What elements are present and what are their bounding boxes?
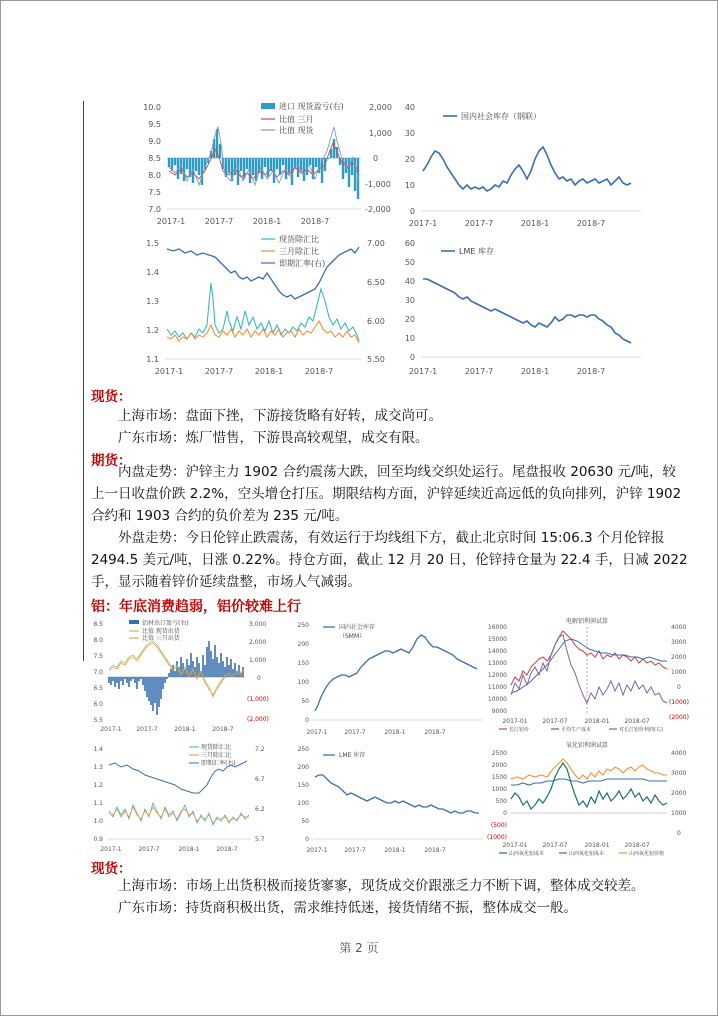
al-export-ratio-chart <box>89 617 275 735</box>
y-tick: 0 <box>305 717 309 724</box>
y-tick: 40 <box>404 103 415 112</box>
zinc-spot-paragraph <box>91 405 691 449</box>
x-tick: 2018-01 <box>584 842 610 849</box>
x-tick: 2017-1 <box>306 847 328 854</box>
y-right-tick: 6.50 <box>367 278 385 287</box>
y-left-tick: 0 <box>503 810 507 817</box>
y-right-tick: 5.7 <box>255 836 265 843</box>
profit-bars <box>169 129 358 199</box>
avg-cost-line <box>511 639 667 693</box>
legend-item: LME 库存 <box>339 752 366 759</box>
foreign-line: 外盘走势：今日伦锌止跌震荡，有效运行于均线组下方，截止北京时间 15:06.3 个月伦锌报 <box>118 530 665 546</box>
y-left-tick: 1.4 <box>146 268 159 277</box>
domestic-inventory-line <box>315 635 477 711</box>
y-tick: 50 <box>404 258 415 267</box>
x-tick: 2017-7 <box>138 846 160 853</box>
x-tick: 2017-1 <box>156 217 186 226</box>
y-left-tick: 1000 <box>491 786 507 793</box>
legend-item: 进口 现货盈亏(右) <box>279 102 344 111</box>
inventory-line <box>423 147 631 191</box>
al-alumina-profit-chart <box>487 739 697 857</box>
legend-item: 国内社会库存 <box>339 624 376 631</box>
y-tick: 30 <box>404 129 415 138</box>
alumina-cost-line <box>511 779 667 785</box>
x-tick: 2017-07 <box>542 718 568 725</box>
y-left-tick: 0.9 <box>93 836 103 843</box>
x-tick: 2018-01 <box>584 718 610 725</box>
y-left-tick: 9.5 <box>148 120 161 129</box>
x-tick: 2018-07 <box>624 718 650 725</box>
y-left-tick: 8.5 <box>148 154 161 163</box>
x-tick: 2018-1 <box>520 367 550 376</box>
x-tick: 2018-7 <box>424 847 446 854</box>
y-right-tick: 2,000 <box>369 103 392 112</box>
y-tick: 60 <box>404 239 415 248</box>
y-tick: 0 <box>409 207 415 216</box>
y-left-tick: 13000 <box>487 660 507 667</box>
y-tick: 20 <box>404 315 415 324</box>
y-right-tick: 3,000 <box>249 621 267 628</box>
y-right-tick: 2000 <box>671 654 687 661</box>
y-right-tick: 0 <box>257 675 261 682</box>
x-tick: 2017-7 <box>344 729 366 736</box>
y-tick: 150 <box>297 660 309 667</box>
guangdong-market-text: 广东市场：持货商积极出货，需求维持低迷，接货情绪不振，整体成交一般。 <box>118 900 577 916</box>
x-tick: 2017-7 <box>464 367 494 376</box>
y-left-tick: 500 <box>495 798 507 805</box>
y-right-tick: -2,000 <box>365 205 391 214</box>
aluminum-section-heading: 铝：年底消费趋弱，铝价较难上行 <box>91 599 301 615</box>
y-right-tick: 1,000 <box>249 657 267 664</box>
x-tick: 2018-7 <box>216 846 238 853</box>
y-left-tick: 7.5 <box>148 188 161 197</box>
x-tick: 2018-7 <box>576 219 606 228</box>
x-tick: 2017-7 <box>464 219 494 228</box>
y-tick: 0 <box>409 353 415 362</box>
y-left-tick: 1.4 <box>93 746 103 753</box>
alumina-price-line <box>511 759 667 779</box>
y-right-tick: 1,000 <box>369 129 392 138</box>
legend-item: 山西氧化铝成本 <box>569 851 605 857</box>
y-right-tick: (1000) <box>669 699 689 706</box>
x-tick: 2018-7 <box>212 726 234 733</box>
zinc-futures-heading: 期货： <box>91 453 132 469</box>
guangdong-market-text: 广东市场：炼厂惜售，下游畏高较观望，成交有限。 <box>118 430 429 446</box>
y-right-tick: 0 <box>677 684 681 691</box>
zinc-ratio-chart <box>139 99 401 229</box>
x-tick: 2018-1 <box>384 729 406 736</box>
y-tick: 250 <box>297 746 309 753</box>
x-tick: 2018-7 <box>424 729 446 736</box>
domestic-line: 合约和 1903 合约的负价差为 235 元/吨。 <box>91 508 349 524</box>
y-tick: 30 <box>404 296 415 305</box>
y-left-tick: 7.0 <box>93 669 103 676</box>
y-left-tick: 1500 <box>491 774 507 781</box>
legend-item: 山西氧化铝价格 <box>629 851 665 857</box>
legend-item: 现货除汇比 <box>279 235 319 244</box>
y-tick: 150 <box>297 782 309 789</box>
domestic-line: 上一日收盘价跌 2.2%，空头增仓打压。期限结构方面，沪锌延续近高远低的负向排列，沪锌 1902 <box>91 486 682 502</box>
legend-item: 国内社会库存（钢联） <box>461 112 541 121</box>
y-left-tick: 1.0 <box>93 818 103 825</box>
al-spot-heading: 现货： <box>91 861 132 877</box>
y-tick: 50 <box>301 818 309 825</box>
lme-inventory-line <box>315 775 479 813</box>
x-tick: 2017-1 <box>154 367 184 376</box>
domestic-line: 内盘走势：沪锌主力 1902 合约震荡大跌，回至均线交织处运行。尾盘报收 20630 元/吨，较 <box>118 464 677 480</box>
y-left-tick: 11000 <box>487 684 507 691</box>
legend-item: 三月除汇比 <box>279 247 319 256</box>
foreign-line: 2494.5 美元/吨，日涨 0.22%。持仓方面，截止 12 月 20 日，伦锌持仓量为 22.4 手，日减 2022 <box>91 552 688 568</box>
legend-item: 三月除汇比 <box>201 752 232 759</box>
y-left-tick: 15000 <box>487 636 507 643</box>
y-right-tick: 4000 <box>671 624 687 631</box>
y-left-tick: 12000 <box>487 672 507 679</box>
x-tick: 2017-1 <box>408 367 438 376</box>
y-left-tick: 7.5 <box>93 653 103 660</box>
y-left-tick: (1000) <box>487 834 507 841</box>
y-right-tick: 6.00 <box>367 317 385 326</box>
shanghai-market-text: 上海市场：市场上出货积极而接货寥寥，现货成交价跟涨乏力不断下调，整体成交较差。 <box>118 878 645 894</box>
x-tick: 2018-7 <box>576 367 606 376</box>
y-right-tick: 7.2 <box>255 746 265 753</box>
y-left-tick: 1.1 <box>93 800 103 807</box>
legend-item: 即期汇率(右) <box>279 259 326 268</box>
y-right-tick: 0 <box>373 154 379 163</box>
legend-item: 即期汇率(右) <box>201 760 236 767</box>
x-tick: 2017-01 <box>502 718 528 725</box>
x-tick: 2018-1 <box>174 726 196 733</box>
x-tick: 2017-7 <box>204 217 234 226</box>
y-left-tick: 6.0 <box>93 701 103 708</box>
y-right-tick: 3000 <box>671 639 687 646</box>
y-left-tick: 2500 <box>491 750 507 757</box>
y-tick: 0 <box>305 836 309 843</box>
y-right-tick: 0 <box>677 830 681 837</box>
margin-line <box>83 101 84 661</box>
y-right-tick: (2000) <box>669 714 689 721</box>
zinc-fx-ratio-chart <box>139 233 401 379</box>
legend-item: 比值 现货出货 <box>142 628 180 635</box>
y-right-tick: 5.50 <box>367 355 385 364</box>
y-left-tick: 8.0 <box>93 637 103 644</box>
x-tick: 2017-7 <box>204 367 234 376</box>
x-tick: 2017-1 <box>100 846 122 853</box>
y-right-tick: 2000 <box>671 790 687 797</box>
y-right-tick: 3000 <box>671 770 687 777</box>
legend-item: 比值 三月出货 <box>142 635 180 642</box>
al-domestic-inventory-chart <box>293 617 489 739</box>
y-left-tick: (500) <box>490 822 507 829</box>
y-left-tick: 6.5 <box>93 685 103 692</box>
x-tick: 2018-1 <box>178 846 200 853</box>
y-right-tick: 1000 <box>671 669 687 676</box>
legend-item: 山西氧化铝成本 <box>509 851 545 857</box>
x-tick: 2018-7 <box>304 367 334 376</box>
y-left-tick: 16000 <box>487 624 507 631</box>
x-tick: 2017-7 <box>136 726 158 733</box>
legend-item: 平均生产成本 <box>561 727 592 733</box>
x-tick: 2018-07 <box>624 842 650 849</box>
legend-item: LME 库存 <box>459 247 494 256</box>
y-tick: 100 <box>297 800 309 807</box>
y-tick: 40 <box>404 277 415 286</box>
zinc-lme-inventory-chart <box>401 235 651 379</box>
y-left-tick: 1.2 <box>93 782 103 789</box>
legend-item: （SMM） <box>339 633 366 640</box>
y-left-tick: 1.3 <box>93 764 103 771</box>
y-left-tick: 8.5 <box>93 621 103 628</box>
x-tick: 2018-1 <box>520 219 550 228</box>
y-left-tick: 10000 <box>487 696 507 703</box>
x-tick: 2017-1 <box>306 729 328 736</box>
profit-line <box>511 635 667 703</box>
shanghai-market-text: 上海市场：盘面下挫，下游接货略有好转，成交尚可。 <box>118 408 442 424</box>
y-left-tick: 1.5 <box>146 239 159 248</box>
x-tick: 2017-1 <box>100 726 122 733</box>
al-smelter-profit-chart <box>487 615 697 733</box>
y-left-tick: 8.0 <box>148 171 161 180</box>
zinc-domestic-inventory-chart <box>401 99 651 231</box>
y-left-tick: 5.5 <box>93 717 103 724</box>
y-left-tick: 9000 <box>491 708 507 715</box>
y-right-tick: 2,000 <box>249 639 267 646</box>
y-right-tick: (1,000) <box>247 696 269 703</box>
legend-item: 比值 三月 <box>279 115 314 124</box>
zinc-spot-heading: 现货： <box>91 389 132 405</box>
x-tick: 2017-01 <box>502 842 528 849</box>
y-left-tick: 1.2 <box>146 326 159 335</box>
legend-item: 铝材出口盈亏(右) <box>142 620 189 627</box>
y-right-tick: 1000 <box>671 810 687 817</box>
y-right-tick: (2,000) <box>247 716 269 723</box>
chart-title: 电解铝利润试算 <box>565 618 609 625</box>
y-tick: 200 <box>297 764 309 771</box>
y-left-tick: 1.1 <box>146 355 159 364</box>
spot-fx-ratio-line <box>167 283 359 341</box>
fx-rate-line <box>167 247 359 299</box>
x-tick: 2018-7 <box>300 217 330 226</box>
al-spot-paragraph <box>91 875 691 919</box>
y-tick: 100 <box>297 679 309 686</box>
y-right-tick: 7.00 <box>367 239 385 248</box>
chart-title: 氧化铝利润试算 <box>565 742 609 749</box>
page-number: 第 2 页 <box>339 941 379 955</box>
legend-item: 长江铝价 <box>509 727 530 733</box>
legend-item: 对长江铝价利润(右) <box>619 727 663 733</box>
y-tick: 250 <box>297 622 309 629</box>
x-tick: 2018-1 <box>254 367 284 376</box>
al-lme-inventory-chart <box>293 741 489 857</box>
y-tick: 50 <box>301 698 309 705</box>
y-right-tick: 4000 <box>671 750 687 757</box>
y-left-tick: 7.0 <box>148 205 161 214</box>
y-tick: 200 <box>297 641 309 648</box>
y-left-tick: 9.0 <box>148 137 161 146</box>
y-right-tick: 6.7 <box>255 776 265 783</box>
zinc-futures-paragraph <box>91 461 691 593</box>
alumina-profit-line <box>511 763 667 809</box>
lme-inventory-line <box>423 279 631 343</box>
y-left-tick: 14000 <box>487 648 507 655</box>
y-left-tick: 2000 <box>491 762 507 769</box>
x-tick: 2017-7 <box>344 847 366 854</box>
x-tick: 2017-07 <box>542 842 568 849</box>
y-right-tick: 6.2 <box>255 806 265 813</box>
legend-item: 现货除汇比 <box>201 744 232 751</box>
y-right-tick: -1,000 <box>365 180 391 189</box>
legend-item: 比值 现货 <box>279 126 314 135</box>
x-tick: 2018-1 <box>252 217 282 226</box>
y-left-tick: 10.0 <box>143 103 161 112</box>
x-tick: 2018-1 <box>384 847 406 854</box>
y-tick: 10 <box>404 181 415 190</box>
3m-fx-ratio-line <box>167 321 359 343</box>
x-tick: 2017-1 <box>408 219 438 228</box>
foreign-line: 手，显示随着锌价延续盘整，市场人气减弱。 <box>91 574 361 590</box>
al-fx-ratio-chart <box>89 741 275 857</box>
y-tick: 20 <box>404 155 415 164</box>
y-left-tick: 1.3 <box>146 297 159 306</box>
y-tick: 10 <box>404 334 415 343</box>
